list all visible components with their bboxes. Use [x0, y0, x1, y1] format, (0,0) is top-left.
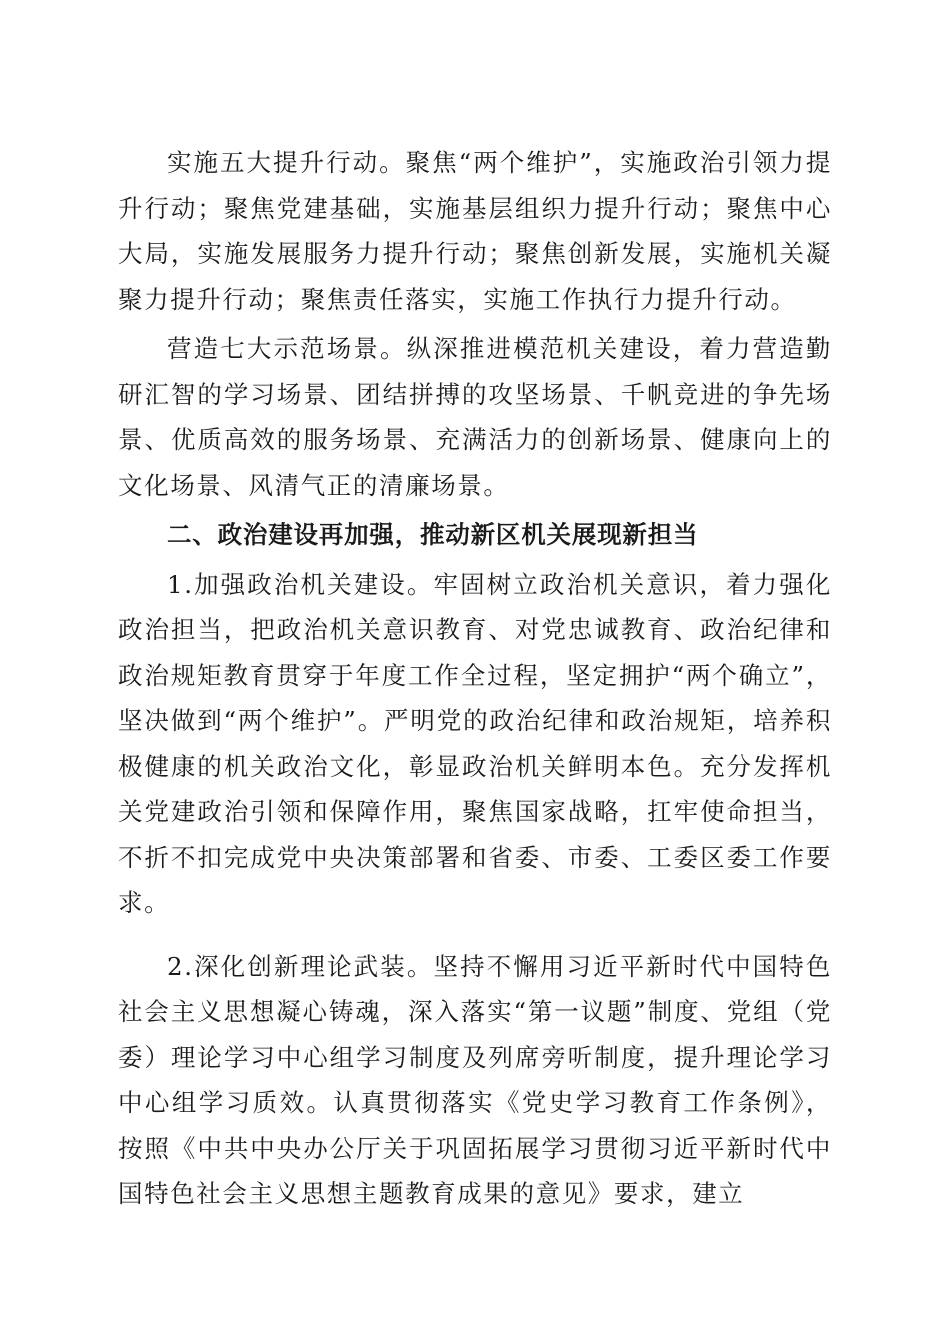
paragraph-five-actions: 实施五大提升行动。聚焦“两个维护”，实施政治引领力提升行动；聚焦党建基础，实施基层组织力提升行动；聚焦中心大局，实施发展服务力提升行动；聚焦创新发展，实施机关凝聚力提升行动；聚焦责任落实，实施工作执行力提升行动。 [118, 148, 832, 314]
section-heading: 二、政治建设再加强，推动新区机关展现新担当 [167, 520, 699, 549]
paragraph-seven-scenes: 营造七大示范场景。纵深推进模范机关建设，着力营造勤研汇智的学习场景、团结拼搏的攻坚场景、千帆竞进的争先场景、优质高效的服务场景、充满活力的创新场景、健康向上的文化场景、风清气正的清廉场景。 [118, 334, 832, 500]
document-body [118, 140, 832, 1217]
item-theory-armament: 2.深化创新理论武装。坚持不懈用习近平新时代中国特色社会主义思想凝心铸魂，深入落实“第一议题”制度、党组（党委）理论学习中心组学习制度及列席旁听制度，提升理论学习中心组学习质效。认真贯彻落实《党史学习教育工作条例》，按照《中共中央办公厅关于巩固拓展学习贯彻习近平新时代中国特色社会主义思想主题教育成果的意见》要求，建立 [118, 951, 832, 1208]
item-political-organ-building: 1.加强政治机关建设。牢固树立政治机关意识，着力强化政治担当，把政治机关意识教育、对党忠诚教育、政治纪律和政治规矩教育贯穿于年度工作全过程，坚定拥护“两个确立”，坚决做到“两个维护”。严明党的政治纪律和政治规矩，培养积极健康的机关政治文化，彰显政治机关鲜明本色。充分发挥机关党建政治引领和保障作用，聚焦国家战略，扛牢使命担当，不折不扣完成党中央决策部署和省委、市委、工委区委工作要求。 [118, 569, 832, 917]
